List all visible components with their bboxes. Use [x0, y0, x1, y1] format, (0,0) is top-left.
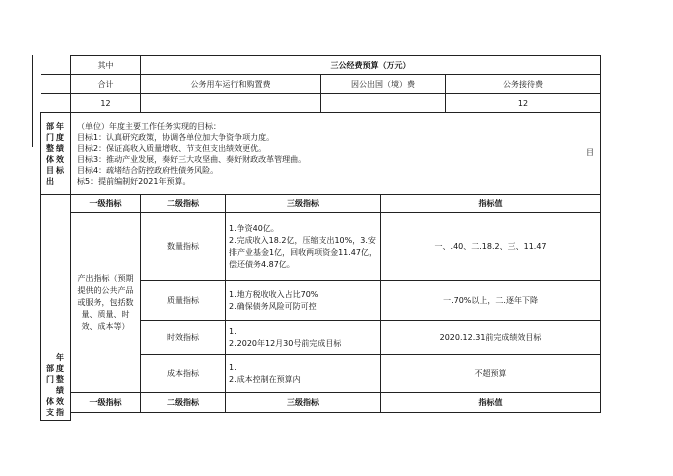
header-value: 指标值	[381, 195, 601, 213]
budget-columns-row	[41, 75, 601, 94]
header-level1: 一级指标	[71, 195, 141, 213]
budget-title-row	[41, 56, 601, 75]
indicator-level2: 成本指标	[141, 355, 226, 393]
goal-line: 目标2：保证高收入质量增收、节支但支出绩效更优。	[77, 144, 267, 153]
indicator-row-quantity	[41, 213, 601, 281]
goal-line: 目标3：推动产业发展，奏好三大攻坚曲、奏好财政改革管理曲。	[77, 155, 307, 164]
blank-cell	[41, 94, 71, 113]
budget-title: 三公经费预算（万元）	[141, 56, 601, 75]
goals-tail-mark: 目	[586, 148, 595, 157]
goal-line: 目标4：疏堵结合防控政府性债务风险。	[77, 166, 219, 175]
annual-goals-row	[41, 113, 601, 195]
table-bottom-spacer	[41, 413, 601, 421]
goals-section-label: 部 门 整 体 目 出 年 度 绩 效 标	[41, 113, 71, 195]
val-travel	[321, 94, 446, 113]
footer-level1: 一级指标	[71, 393, 141, 413]
footer-level2: 二级指标	[141, 393, 226, 413]
output-indicator-label: 产出指标（预期提供的公共产品或服务，包括数量、质量、时效、成本等）	[71, 213, 141, 393]
indicators-header-row	[41, 195, 601, 213]
blank-cell	[71, 413, 601, 421]
goal-line: 目标1：认真研究政策，协调各单位加大争资争项力度。	[77, 133, 275, 142]
annual-goals-text	[71, 113, 601, 195]
footer-level3: 三级指标	[226, 393, 381, 413]
indicator-value: 一.70%以上，二.逐年下降	[381, 281, 601, 321]
indicator-value: 一、.40、二.18.2、三、11.47	[381, 213, 601, 281]
indicators-section-label: 部 门 体 支 年 度 整 绩 效 指	[41, 195, 71, 421]
indicator-level2: 时效指标	[141, 321, 226, 355]
indicator-value: 2020.12.31前完成绩效目标	[381, 321, 601, 355]
blank-cell	[41, 56, 71, 75]
val-vehicle	[141, 94, 321, 113]
indicator-level2: 数量指标	[141, 213, 226, 281]
indicator-level3: 1. 2.成本控制在预算内	[226, 355, 381, 393]
blank-cell	[41, 75, 71, 94]
indicator-level3: 1. 2.2020年12月30号前完成目标	[226, 321, 381, 355]
header-level2: 二级指标	[141, 195, 226, 213]
indicators-footer-row	[41, 393, 601, 413]
col-reception: 公务接待费	[446, 75, 601, 94]
col-total: 合计	[71, 75, 141, 94]
indicator-level3: 1.地方税收收入占比70% 2.确保债务风险可防可控	[226, 281, 381, 321]
budget-table	[40, 55, 601, 421]
budget-values-row	[41, 94, 601, 113]
header-level3: 三级指标	[226, 195, 381, 213]
indicator-level3: 1.争资40亿。 2.完成收入18.2亿，压缩支出10%，3.安排产业基金1亿，回收两项资金11.47亿，偿还债务4.87亿。	[226, 213, 381, 281]
indicator-value: 不超预算	[381, 355, 601, 393]
indicator-level2: 质量指标	[141, 281, 226, 321]
sub-label: 其中	[71, 56, 141, 75]
footer-value: 指标值	[381, 393, 601, 413]
val-reception: 12	[446, 94, 601, 113]
goal-line: （单位）年度主要工作任务实现的目标：	[77, 122, 221, 131]
col-travel: 因公出国（境）费	[321, 75, 446, 94]
val-total: 12	[71, 94, 141, 113]
goal-line: 标5：提前编制好2021年预算。	[77, 177, 191, 186]
col-vehicle: 公务用车运行和购置费	[141, 75, 321, 94]
left-border-line	[32, 55, 33, 147]
